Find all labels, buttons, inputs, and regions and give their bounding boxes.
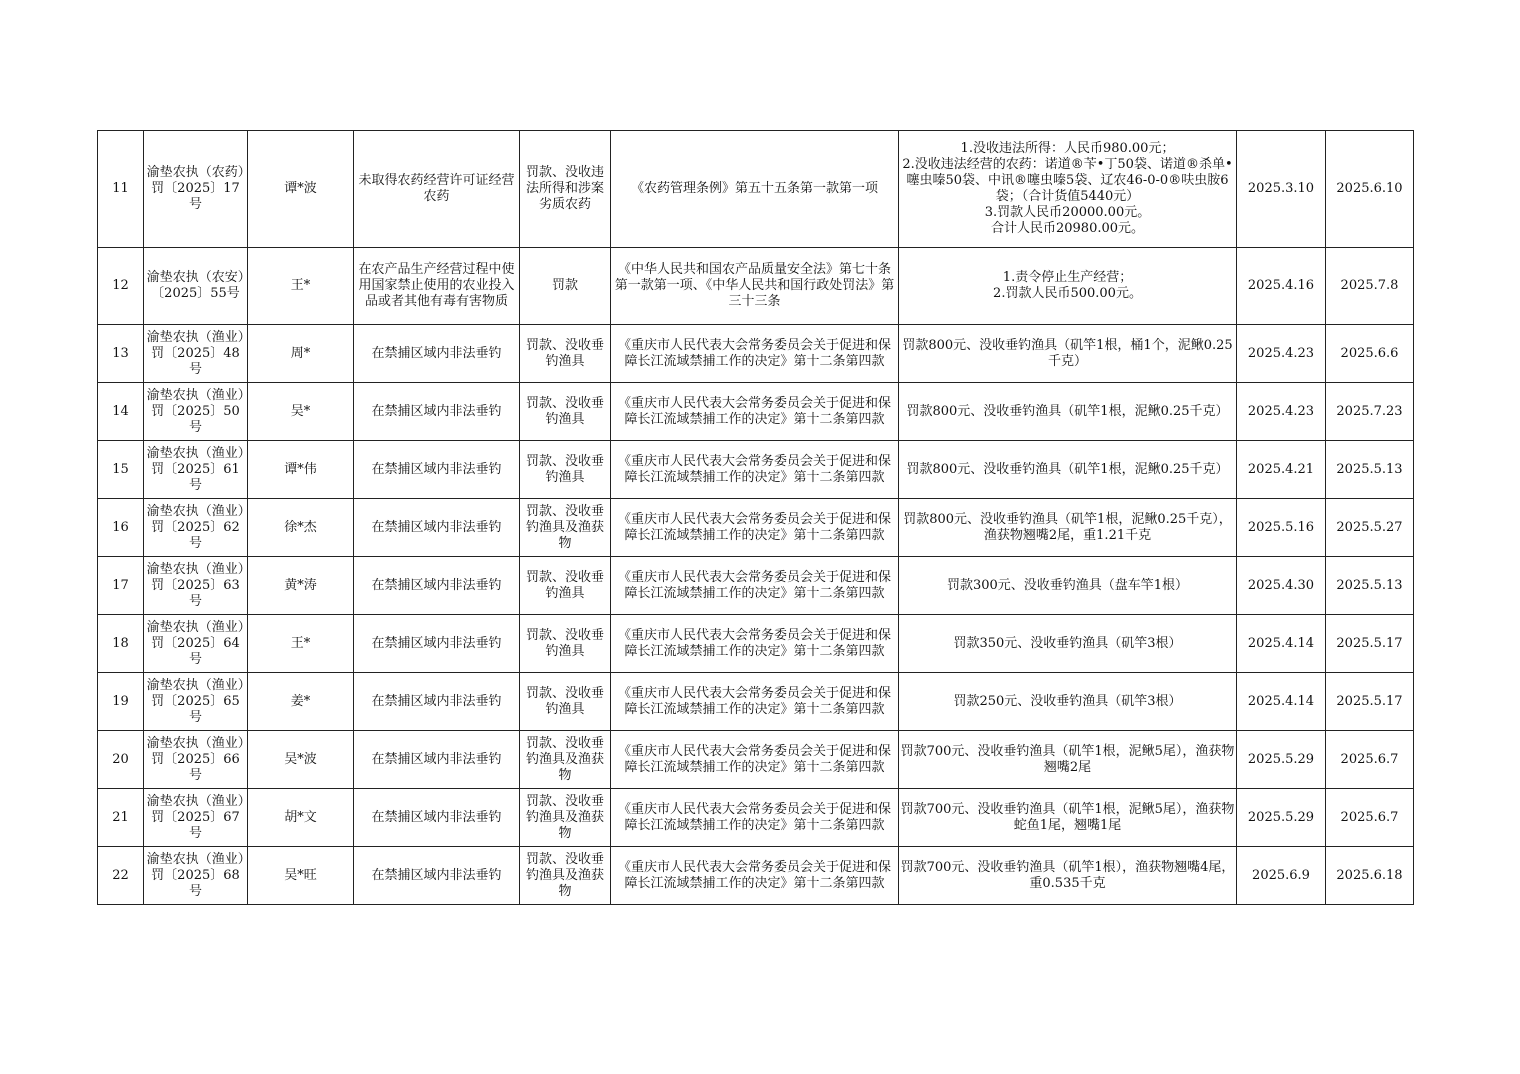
document-number-cell: 渝垫农执（渔业）罚〔2025〕61号 bbox=[144, 441, 248, 499]
violation-fact-cell: 在禁捕区域内非法垂钓 bbox=[354, 731, 520, 789]
penalty-line: 罚款700元、没收垂钓渔具（矶竿1根，泥鳅5尾），渔获物翘嘴2尾 bbox=[900, 743, 1235, 775]
penalty-type-cell: 罚款、没收垂钓渔具及渔获物 bbox=[520, 499, 611, 557]
penalty-type-cell: 罚款、没收违法所得和涉案劣质农药 bbox=[520, 131, 611, 248]
penalty-type-cell: 罚款、没收垂钓渔具 bbox=[520, 673, 611, 731]
penalty-type-cell: 罚款、没收垂钓渔具 bbox=[520, 557, 611, 615]
legal-basis-cell: 《重庆市人民代表大会常务委员会关于促进和保障长江流域禁捕工作的决定》第十二条第四款 bbox=[611, 499, 899, 557]
row-number-cell: 15 bbox=[98, 441, 144, 499]
penalty-content-cell bbox=[899, 847, 1237, 905]
violation-fact-cell: 在禁捕区域内非法垂钓 bbox=[354, 615, 520, 673]
legal-basis-cell: 《中华人民共和国农产品质量安全法》第七十条第一款第一项、《中华人民共和国行政处罚法》第三十三条 bbox=[611, 248, 899, 325]
penalty-line: 罚款800元、没收垂钓渔具（矶竿1根，泥鳅0.25千克） bbox=[906, 403, 1229, 419]
decision-date-cell: 2025.4.23 bbox=[1237, 325, 1326, 383]
decision-date-cell: 2025.4.14 bbox=[1237, 615, 1326, 673]
violation-fact-cell: 在禁捕区域内非法垂钓 bbox=[354, 557, 520, 615]
party-name-cell: 黄*涛 bbox=[248, 557, 354, 615]
penalty-content-cell bbox=[899, 499, 1237, 557]
completion-date-cell: 2025.5.17 bbox=[1326, 615, 1414, 673]
penalty-content-cell bbox=[899, 789, 1237, 847]
penalty-type-cell: 罚款、没收垂钓渔具 bbox=[520, 441, 611, 499]
penalty-line: 1.责令停止生产经营； bbox=[1002, 270, 1133, 285]
legal-basis-cell: 《重庆市人民代表大会常务委员会关于促进和保障长江流域禁捕工作的决定》第十二条第四款 bbox=[611, 789, 899, 847]
table-row bbox=[98, 557, 1414, 615]
decision-date-cell: 2025.4.14 bbox=[1237, 673, 1326, 731]
table-row bbox=[98, 847, 1414, 905]
penalty-content-cell bbox=[899, 557, 1237, 615]
decision-date-cell: 2025.4.23 bbox=[1237, 383, 1326, 441]
penalty-content-cell bbox=[899, 248, 1237, 325]
completion-date-cell: 2025.6.6 bbox=[1326, 325, 1414, 383]
legal-basis-cell: 《重庆市人民代表大会常务委员会关于促进和保障长江流域禁捕工作的决定》第十二条第四款 bbox=[611, 383, 899, 441]
penalty-content-cell bbox=[899, 615, 1237, 673]
completion-date-cell: 2025.6.7 bbox=[1326, 789, 1414, 847]
row-number-cell: 20 bbox=[98, 731, 144, 789]
penalty-content-cell bbox=[899, 731, 1237, 789]
document-number-cell: 渝垫农执（农安）〔2025〕55号 bbox=[144, 248, 248, 325]
table-row bbox=[98, 673, 1414, 731]
legal-basis-cell: 《重庆市人民代表大会常务委员会关于促进和保障长江流域禁捕工作的决定》第十二条第四款 bbox=[611, 557, 899, 615]
penalty-content-cell bbox=[899, 383, 1237, 441]
penalty-content-cell bbox=[899, 441, 1237, 499]
penalty-line: 罚款800元、没收垂钓渔具（矶竿1根，泥鳅0.25千克） bbox=[906, 461, 1229, 477]
party-name-cell: 谭*波 bbox=[248, 131, 354, 248]
document-number-cell: 渝垫农执（渔业）罚〔2025〕63号 bbox=[144, 557, 248, 615]
document-number-cell: 渝垫农执（渔业）罚〔2025〕48号 bbox=[144, 325, 248, 383]
document-number-cell: 渝垫农执（渔业）罚〔2025〕68号 bbox=[144, 847, 248, 905]
document-number-cell: 渝垫农执（渔业）罚〔2025〕64号 bbox=[144, 615, 248, 673]
legal-basis-cell: 《重庆市人民代表大会常务委员会关于促进和保障长江流域禁捕工作的决定》第十二条第四款 bbox=[611, 673, 899, 731]
party-name-cell: 吴*旺 bbox=[248, 847, 354, 905]
penalty-type-cell: 罚款、没收垂钓渔具及渔获物 bbox=[520, 731, 611, 789]
penalty-content-cell bbox=[899, 673, 1237, 731]
party-name-cell: 周* bbox=[248, 325, 354, 383]
party-name-cell: 吴* bbox=[248, 383, 354, 441]
penalty-type-cell: 罚款、没收垂钓渔具及渔获物 bbox=[520, 789, 611, 847]
penalty-line: 罚款800元、没收垂钓渔具（矶竿1根，泥鳅0.25千克），渔获物翘嘴2尾，重1.21千克 bbox=[903, 511, 1232, 543]
violation-fact-cell: 在禁捕区域内非法垂钓 bbox=[354, 499, 520, 557]
completion-date-cell: 2025.5.27 bbox=[1326, 499, 1414, 557]
table-row bbox=[98, 441, 1414, 499]
penalty-line: 罚款250元、没收垂钓渔具（矶竿3根） bbox=[953, 693, 1182, 709]
violation-fact-cell: 未取得农药经营许可证经营农药 bbox=[354, 131, 520, 248]
decision-date-cell: 2025.5.16 bbox=[1237, 499, 1326, 557]
violation-fact-cell: 在禁捕区域内非法垂钓 bbox=[354, 383, 520, 441]
penalty-type-cell: 罚款、没收垂钓渔具 bbox=[520, 325, 611, 383]
completion-date-cell: 2025.5.17 bbox=[1326, 673, 1414, 731]
table-row bbox=[98, 383, 1414, 441]
row-number-cell: 19 bbox=[98, 673, 144, 731]
completion-date-cell: 2025.7.8 bbox=[1326, 248, 1414, 325]
completion-date-cell: 2025.6.7 bbox=[1326, 731, 1414, 789]
party-name-cell: 谭*伟 bbox=[248, 441, 354, 499]
legal-basis-cell: 《重庆市人民代表大会常务委员会关于促进和保障长江流域禁捕工作的决定》第十二条第四款 bbox=[611, 847, 899, 905]
decision-date-cell: 2025.6.9 bbox=[1237, 847, 1326, 905]
table-row bbox=[98, 131, 1414, 248]
table-row bbox=[98, 499, 1414, 557]
violation-fact-cell: 在禁捕区域内非法垂钓 bbox=[354, 789, 520, 847]
document-number-cell: 渝垫农执（渔业）罚〔2025〕50号 bbox=[144, 383, 248, 441]
row-number-cell: 22 bbox=[98, 847, 144, 905]
table-row bbox=[98, 325, 1414, 383]
penalty-type-cell: 罚款、没收垂钓渔具 bbox=[520, 615, 611, 673]
legal-basis-cell: 《重庆市人民代表大会常务委员会关于促进和保障长江流域禁捕工作的决定》第十二条第四款 bbox=[611, 441, 899, 499]
penalty-line: 1.没收违法所得：人民币980.00元； bbox=[960, 141, 1175, 156]
table-row bbox=[98, 789, 1414, 847]
document-number-cell: 渝垫农执（渔业）罚〔2025〕62号 bbox=[144, 499, 248, 557]
completion-date-cell: 2025.5.13 bbox=[1326, 557, 1414, 615]
legal-basis-cell: 《重庆市人民代表大会常务委员会关于促进和保障长江流域禁捕工作的决定》第十二条第四款 bbox=[611, 731, 899, 789]
row-number-cell: 13 bbox=[98, 325, 144, 383]
violation-fact-cell: 在农产品生产经营过程中使用国家禁止使用的农业投入品或者其他有毒有害物质 bbox=[354, 248, 520, 325]
violation-fact-cell: 在禁捕区域内非法垂钓 bbox=[354, 847, 520, 905]
penalty-line: 罚款800元、没收垂钓渔具（矶竿1根，桶1个，泥鳅0.25千克） bbox=[902, 337, 1233, 369]
table-row bbox=[98, 731, 1414, 789]
document-number-cell: 渝垫农执（渔业）罚〔2025〕65号 bbox=[144, 673, 248, 731]
row-number-cell: 11 bbox=[98, 131, 144, 248]
party-name-cell: 胡*文 bbox=[248, 789, 354, 847]
row-number-cell: 21 bbox=[98, 789, 144, 847]
penalty-line: 2.罚款人民币500.00元。 bbox=[993, 286, 1142, 301]
penalty-line: 2.没收违法经营的农药：诺道®苄•丁50袋、诺道®杀单•噻虫嗪50袋、中讯®噻虫嗪5袋、辽农46-0-0®呋虫胺6袋；（合计货值5440元） bbox=[902, 157, 1233, 204]
violation-fact-cell: 在禁捕区域内非法垂钓 bbox=[354, 673, 520, 731]
completion-date-cell: 2025.6.10 bbox=[1326, 131, 1414, 248]
penalty-type-cell: 罚款 bbox=[520, 248, 611, 325]
decision-date-cell: 2025.4.16 bbox=[1237, 248, 1326, 325]
violation-fact-cell: 在禁捕区域内非法垂钓 bbox=[354, 325, 520, 383]
decision-date-cell: 2025.5.29 bbox=[1237, 789, 1326, 847]
legal-basis-cell: 《重庆市人民代表大会常务委员会关于促进和保障长江流域禁捕工作的决定》第十二条第四款 bbox=[611, 325, 899, 383]
penalty-line: 3.罚款人民币20000.00元。 bbox=[984, 205, 1151, 220]
table-row bbox=[98, 248, 1414, 325]
violation-fact-cell: 在禁捕区域内非法垂钓 bbox=[354, 441, 520, 499]
completion-date-cell: 2025.6.18 bbox=[1326, 847, 1414, 905]
decision-date-cell: 2025.4.30 bbox=[1237, 557, 1326, 615]
party-name-cell: 吴*波 bbox=[248, 731, 354, 789]
penalty-line: 罚款350元、没收垂钓渔具（矶竿3根） bbox=[953, 635, 1182, 651]
legal-basis-cell: 《重庆市人民代表大会常务委员会关于促进和保障长江流域禁捕工作的决定》第十二条第四款 bbox=[611, 615, 899, 673]
penalty-line: 罚款700元、没收垂钓渔具（矶竿1根，泥鳅5尾），渔获物蛇鱼1尾，翘嘴1尾 bbox=[900, 801, 1235, 833]
party-name-cell: 王* bbox=[248, 615, 354, 673]
party-name-cell: 徐*杰 bbox=[248, 499, 354, 557]
party-name-cell: 王* bbox=[248, 248, 354, 325]
penalty-content-cell bbox=[899, 131, 1237, 248]
completion-date-cell: 2025.5.13 bbox=[1326, 441, 1414, 499]
document-number-cell: 渝垫农执（渔业）罚〔2025〕67号 bbox=[144, 789, 248, 847]
penalty-type-cell: 罚款、没收垂钓渔具及渔获物 bbox=[520, 847, 611, 905]
penalty-type-cell: 罚款、没收垂钓渔具 bbox=[520, 383, 611, 441]
penalty-line: 合计人民币20980.00元。 bbox=[990, 221, 1145, 236]
completion-date-cell: 2025.7.23 bbox=[1326, 383, 1414, 441]
decision-date-cell: 2025.5.29 bbox=[1237, 731, 1326, 789]
row-number-cell: 17 bbox=[98, 557, 144, 615]
decision-date-cell: 2025.4.21 bbox=[1237, 441, 1326, 499]
row-number-cell: 12 bbox=[98, 248, 144, 325]
penalty-line: 罚款300元、没收垂钓渔具（盘车竿1根） bbox=[946, 577, 1189, 593]
penalty-table bbox=[97, 130, 1414, 905]
decision-date-cell: 2025.3.10 bbox=[1237, 131, 1326, 248]
document-number-cell: 渝垫农执（农药）罚〔2025〕17号 bbox=[144, 131, 248, 248]
row-number-cell: 18 bbox=[98, 615, 144, 673]
penalty-line: 罚款700元、没收垂钓渔具（矶竿1根），渔获物翘嘴4尾，重0.535千克 bbox=[900, 859, 1235, 891]
penalty-content-cell bbox=[899, 325, 1237, 383]
table-row bbox=[98, 615, 1414, 673]
legal-basis-cell: 《农药管理条例》第五十五条第一款第一项 bbox=[611, 131, 899, 248]
row-number-cell: 16 bbox=[98, 499, 144, 557]
table-body bbox=[98, 131, 1414, 905]
party-name-cell: 姜* bbox=[248, 673, 354, 731]
row-number-cell: 14 bbox=[98, 383, 144, 441]
document-number-cell: 渝垫农执（渔业）罚〔2025〕66号 bbox=[144, 731, 248, 789]
